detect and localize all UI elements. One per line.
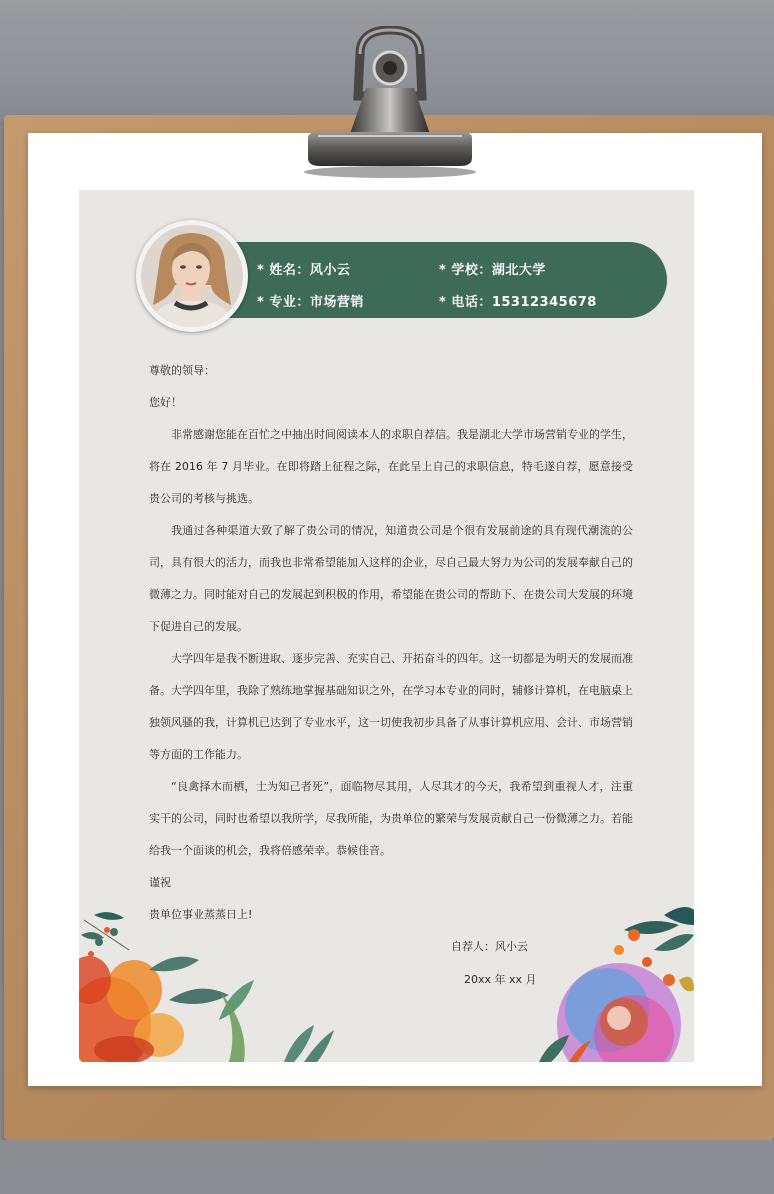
signature: 自荐人：风小云 [451, 940, 528, 953]
avatar [141, 225, 243, 327]
binder-clip-icon [300, 26, 480, 181]
avatar-frame [136, 220, 248, 332]
salutation: 尊敬的领导： [149, 364, 215, 377]
wish: 贵单位事业蒸蒸日上! [149, 908, 253, 921]
greeting: 您好！ [149, 396, 182, 409]
phone-field: * 电话：15312345678 [439, 295, 597, 310]
cover-letter-document [79, 190, 694, 1062]
school-field: * 学校：湖北大学 [439, 263, 546, 278]
name-field: * 姓名：风小云 [257, 263, 351, 278]
paragraph: 大学四年是我不断进取、逐步完善、充实自己、开拓奋斗的四年。这一切都是为明天的发展而准备。大学四年里，我除了熟练地掌握基础知识之外，在学习本专业的同时，辅修计算机，在电脑桌上独领风骚的我，计算机已达到了专业水平，这一切使我初步具备了从事计算机应用、会计、市场营销等方面的工作能力。 [149, 652, 633, 761]
paragraph: 非常感谢您能在百忙之中抽出时间阅读本人的求职自荐信。我是湖北大学市场营销专业的学生，将在 2016 年 7 月毕业。在即将踏上征程之际，在此呈上自己的求职信息，特毛遂自荐，愿意接受贵公司的考核与挑选。 [149, 428, 633, 505]
date: 20xx 年 xx 月 [464, 973, 537, 986]
paragraph: 我通过各种渠道大致了解了贵公司的情况，知道贵公司是个很有发展前途的具有现代潮流的公司，具有很大的活力，而我也非常希望能加入这样的企业，尽自己最大努力为公司的发展奉献自己的微薄之力。同时能对自己的发展起到积极的作用，希望能在贵公司的帮助下、在贵公司大发展的环境下促进自己的发展。 [149, 524, 633, 633]
wall-background-bottom [0, 1140, 774, 1194]
letter-body [149, 355, 633, 931]
closing: 谨祝 [149, 876, 171, 889]
profile-banner [189, 242, 667, 318]
paragraph: “良禽择木而栖，士为知己者死”，面临物尽其用，人尽其才的今天，我希望到重视人才，注重实干的公司，同时也希望以我所学，尽我所能，为贵单位的繁荣与发展贡献自己一份微薄之力。若能给我一个面谈的机会，我将倍感荣幸。恭候佳音。 [149, 780, 633, 857]
portrait-image [141, 225, 243, 327]
major-field: * 专业：市场营销 [257, 295, 364, 310]
